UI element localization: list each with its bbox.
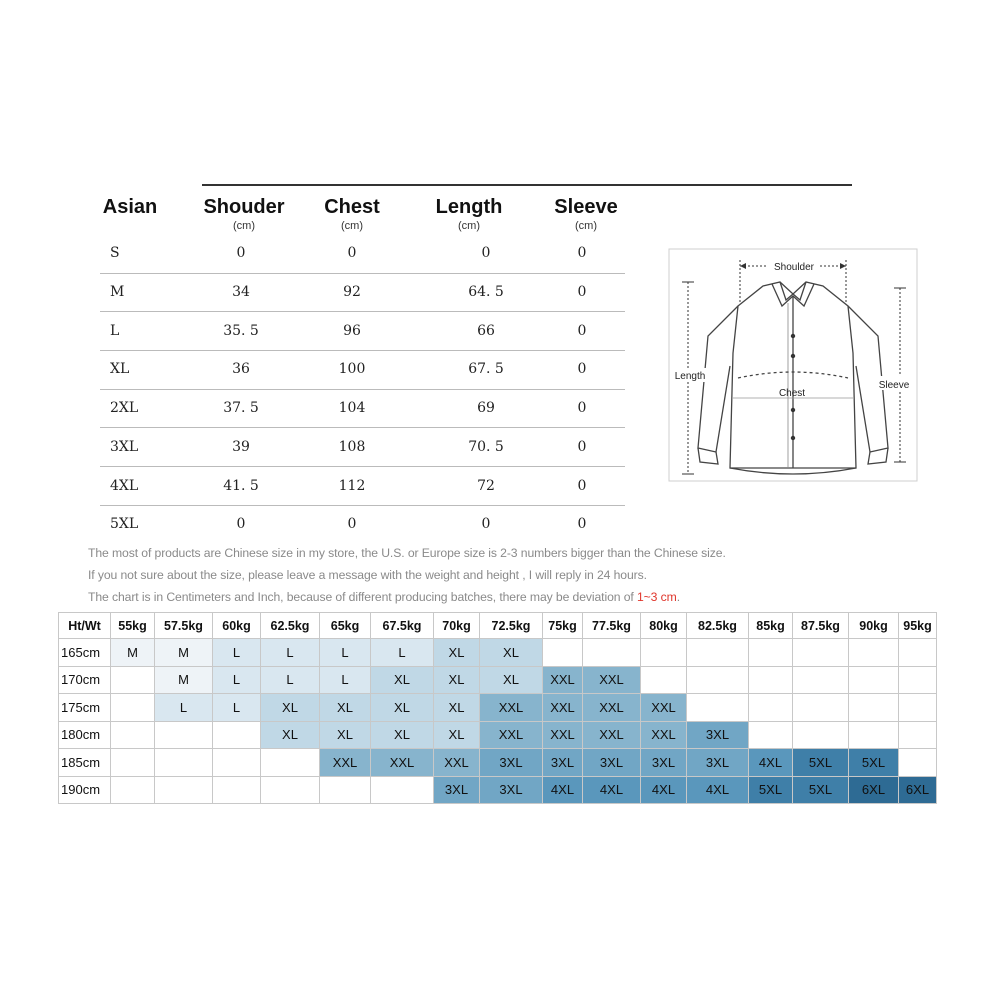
size-cell-shoulder: 34 — [232, 284, 250, 301]
size-recommendation-cell — [749, 666, 793, 694]
size-cell-sleeve: 0 — [577, 245, 587, 262]
size-recommendation-cell — [155, 749, 213, 777]
size-recommendation-cell: 3XL — [434, 776, 480, 804]
size-row — [100, 311, 625, 351]
size-row — [100, 350, 625, 390]
diagram-label-shoulder: Shoulder — [773, 262, 815, 273]
size-recommendation-cell: XL — [434, 639, 480, 667]
grid-row — [59, 749, 937, 777]
size-row — [100, 389, 625, 429]
size-recommendation-cell — [687, 694, 749, 722]
weight-header: 80kg — [641, 613, 687, 639]
size-recommendation-cell: 3XL — [687, 749, 749, 777]
size-recommendation-cell — [687, 639, 749, 667]
size-recommendation-cell: XL — [371, 694, 434, 722]
header-shoulder-title: Shouder — [203, 196, 285, 218]
size-cell-sleeve: 0 — [577, 284, 587, 301]
size-recommendation-cell: XXL — [434, 749, 480, 777]
weight-header: 72.5kg — [480, 613, 543, 639]
size-recommendation-cell — [849, 666, 899, 694]
grid-corner-label: Ht/Wt — [59, 613, 111, 639]
weight-header: 65kg — [320, 613, 371, 639]
size-recommendation-cell: L — [155, 694, 213, 722]
size-recommendation-cell: 5XL — [793, 776, 849, 804]
note-line-2: If you not sure about the size, please leave a message with the weight and height , I will reply in 24 hours. — [88, 568, 647, 582]
size-recommendation-cell: 5XL — [793, 749, 849, 777]
size-recommendation-cell — [111, 666, 155, 694]
size-recommendation-cell: XL — [320, 694, 371, 722]
size-recommendation-cell: 3XL — [543, 749, 583, 777]
size-cell-length: 0 — [481, 516, 491, 533]
size-recommendation-cell — [793, 639, 849, 667]
size-notes — [88, 542, 968, 608]
size-cell-sleeve: 0 — [577, 477, 587, 494]
size-recommendation-cell: L — [213, 639, 261, 667]
size-cell-chest: 0 — [347, 516, 357, 533]
weight-header: 85kg — [749, 613, 793, 639]
weight-header: 62.5kg — [261, 613, 320, 639]
size-recommendation-cell — [261, 776, 320, 804]
header-asian-title: Asian — [102, 196, 158, 218]
size-recommendation-cell — [849, 639, 899, 667]
size-recommendation-cell: L — [320, 666, 371, 694]
size-cell-length: 64. 5 — [468, 284, 504, 301]
header-length-unit: (cm) — [458, 220, 480, 232]
weight-header: 70kg — [434, 613, 480, 639]
size-cell-sleeve: 0 — [577, 438, 587, 455]
size-recommendation-cell: 3XL — [480, 749, 543, 777]
size-recommendation-cell: XXL — [641, 721, 687, 749]
size-recommendation-cell: XL — [434, 694, 480, 722]
size-recommendation-cell: 4XL — [687, 776, 749, 804]
height-label: 180cm — [59, 721, 111, 749]
header-chest-unit: (cm) — [341, 220, 363, 232]
grid-row — [59, 694, 937, 722]
size-recommendation-cell: XXL — [543, 694, 583, 722]
size-cell-length: 0 — [481, 245, 491, 262]
shirt-measurement-diagram — [668, 248, 918, 488]
size-recommendation-cell: 3XL — [583, 749, 641, 777]
diagram-label-sleeve: Sleeve — [878, 380, 910, 391]
size-recommendation-cell — [111, 721, 155, 749]
size-recommendation-cell — [687, 666, 749, 694]
weight-header: 90kg — [849, 613, 899, 639]
size-recommendation-cell: 5XL — [749, 776, 793, 804]
size-cell-length: 69 — [477, 400, 495, 417]
deviation-highlight: 1~3 cm — [636, 590, 677, 604]
size-recommendation-cell: M — [111, 639, 155, 667]
size-recommendation-cell: M — [155, 666, 213, 694]
header-sleeve-title: Sleeve — [554, 196, 618, 218]
size-recommendation-cell — [849, 694, 899, 722]
size-cell-size: S — [110, 245, 120, 262]
size-cell-size: 2XL — [110, 400, 139, 417]
size-recommendation-cell — [793, 694, 849, 722]
size-cell-chest: 108 — [338, 438, 366, 455]
weight-header: 95kg — [899, 613, 937, 639]
size-recommendation-cell — [899, 749, 937, 777]
size-row — [100, 273, 625, 313]
size-recommendation-cell: L — [371, 639, 434, 667]
shirt-sketch-icon — [668, 248, 918, 488]
grid-header-row — [59, 613, 937, 639]
note-line-3-end: . — [676, 590, 680, 604]
size-recommendation-cell — [899, 694, 937, 722]
size-cell-shoulder: 39 — [232, 438, 250, 455]
size-cell-size: XL — [110, 361, 130, 378]
size-cell-size: 5XL — [110, 516, 139, 533]
size-recommendation-cell: 4XL — [583, 776, 641, 804]
weight-header: 67.5kg — [371, 613, 434, 639]
grid-row — [59, 639, 937, 667]
size-cell-size: L — [110, 322, 120, 339]
size-recommendation-cell: XL — [261, 721, 320, 749]
size-recommendation-cell: XL — [434, 666, 480, 694]
size-recommendation-cell: XXL — [641, 694, 687, 722]
size-recommendation-cell: XL — [261, 694, 320, 722]
size-recommendation-cell: XXL — [583, 666, 641, 694]
size-recommendation-cell: 4XL — [543, 776, 583, 804]
size-recommendation-cell: XL — [480, 639, 543, 667]
size-cell-shoulder: 0 — [236, 245, 246, 262]
size-cell-size: M — [110, 284, 125, 301]
size-recommendation-cell — [899, 721, 937, 749]
size-recommendation-cell — [213, 749, 261, 777]
size-recommendation-cell — [543, 639, 583, 667]
size-recommendation-cell: XL — [371, 721, 434, 749]
size-row — [100, 466, 625, 506]
weight-header: 75kg — [543, 613, 583, 639]
header-shoulder-unit: (cm) — [233, 220, 255, 232]
weight-header: 60kg — [213, 613, 261, 639]
grid-row — [59, 666, 937, 694]
size-cell-sleeve: 0 — [577, 322, 587, 339]
size-recommendation-cell — [749, 639, 793, 667]
size-cell-length: 66 — [477, 322, 495, 339]
size-cell-shoulder: 41. 5 — [223, 477, 259, 494]
size-cell-sleeve: 0 — [577, 516, 587, 533]
size-recommendation-cell — [793, 666, 849, 694]
height-weight-size-grid — [58, 612, 937, 804]
size-recommendation-cell: 6XL — [849, 776, 899, 804]
size-cell-sleeve: 0 — [577, 361, 587, 378]
size-cell-size: 3XL — [110, 438, 139, 455]
diagram-label-chest: Chest — [778, 388, 806, 399]
size-recommendation-cell: 4XL — [641, 776, 687, 804]
size-recommendation-cell: L — [320, 639, 371, 667]
size-recommendation-cell: XXL — [583, 694, 641, 722]
height-label: 170cm — [59, 666, 111, 694]
size-recommendation-cell — [111, 749, 155, 777]
size-recommendation-cell: L — [261, 639, 320, 667]
size-recommendation-cell — [793, 721, 849, 749]
diagram-label-length: Length — [674, 371, 706, 382]
size-recommendation-cell — [111, 694, 155, 722]
size-cell-shoulder: 37. 5 — [223, 400, 259, 417]
size-recommendation-cell — [320, 776, 371, 804]
size-cell-sleeve: 0 — [577, 400, 587, 417]
size-row — [100, 234, 625, 274]
size-cell-chest: 92 — [343, 284, 361, 301]
size-recommendation-cell: XL — [320, 721, 371, 749]
grid-row — [59, 721, 937, 749]
size-recommendation-cell: XXL — [320, 749, 371, 777]
size-row — [100, 505, 625, 544]
size-recommendation-cell: 3XL — [687, 721, 749, 749]
size-recommendation-cell: XL — [480, 666, 543, 694]
size-recommendation-cell — [749, 694, 793, 722]
size-recommendation-cell: XL — [434, 721, 480, 749]
size-recommendation-cell: 3XL — [480, 776, 543, 804]
note-line-3-text: The chart is in Centimeters and Inch, because of different producing batches, there may be deviation of — [88, 590, 637, 604]
size-recommendation-cell: L — [213, 666, 261, 694]
size-recommendation-cell — [155, 721, 213, 749]
note-line-3 — [88, 586, 968, 608]
size-cell-length: 67. 5 — [468, 361, 504, 378]
header-sleeve-unit: (cm) — [575, 220, 597, 232]
size-recommendation-cell — [749, 721, 793, 749]
header-length-title: Length — [435, 196, 503, 218]
size-cell-length: 70. 5 — [468, 438, 504, 455]
size-recommendation-cell: L — [261, 666, 320, 694]
size-recommendation-cell: XL — [371, 666, 434, 694]
size-recommendation-cell — [213, 721, 261, 749]
weight-header: 82.5kg — [687, 613, 749, 639]
weight-header: 87.5kg — [793, 613, 849, 639]
size-cell-shoulder: 36 — [232, 361, 250, 378]
size-recommendation-cell: 6XL — [899, 776, 937, 804]
size-row — [100, 428, 625, 468]
size-recommendation-cell: 4XL — [749, 749, 793, 777]
size-recommendation-cell — [261, 749, 320, 777]
top-divider — [202, 184, 852, 186]
size-recommendation-cell: XXL — [583, 721, 641, 749]
size-recommendation-cell — [641, 666, 687, 694]
note-line-1: The most of products are Chinese size in my store, the U.S. or Europe size is 2-3 numbers bigger than the Chinese size. — [88, 546, 726, 560]
size-recommendation-cell — [111, 776, 155, 804]
weight-header: 55kg — [111, 613, 155, 639]
height-label: 190cm — [59, 776, 111, 804]
size-recommendation-cell — [155, 776, 213, 804]
size-recommendation-cell — [583, 639, 641, 667]
size-cell-length: 72 — [477, 477, 495, 494]
size-cell-shoulder: 0 — [236, 516, 246, 533]
header-chest-title: Chest — [324, 196, 380, 218]
height-label: 185cm — [59, 749, 111, 777]
size-recommendation-cell: XXL — [543, 666, 583, 694]
size-cell-chest: 0 — [347, 245, 357, 262]
size-recommendation-cell — [371, 776, 434, 804]
size-recommendation-cell — [641, 639, 687, 667]
size-recommendation-cell — [899, 639, 937, 667]
weight-header: 77.5kg — [583, 613, 641, 639]
size-recommendation-cell: M — [155, 639, 213, 667]
weight-header: 57.5kg — [155, 613, 213, 639]
size-recommendation-cell: L — [213, 694, 261, 722]
size-recommendation-cell: XXL — [480, 721, 543, 749]
height-label: 165cm — [59, 639, 111, 667]
size-recommendation-cell: 5XL — [849, 749, 899, 777]
size-recommendation-cell: XXL — [480, 694, 543, 722]
size-cell-chest: 100 — [338, 361, 366, 378]
size-recommendation-cell: 3XL — [641, 749, 687, 777]
size-cell-chest: 112 — [338, 477, 366, 494]
size-recommendation-cell — [213, 776, 261, 804]
size-recommendation-cell: XXL — [371, 749, 434, 777]
size-cell-size: 4XL — [110, 477, 139, 494]
grid-row — [59, 776, 937, 804]
size-recommendation-cell: XXL — [543, 721, 583, 749]
size-recommendation-cell — [849, 721, 899, 749]
size-recommendation-cell — [899, 666, 937, 694]
size-cell-shoulder: 35. 5 — [223, 322, 259, 339]
size-cell-chest: 104 — [338, 400, 366, 417]
size-cell-chest: 96 — [343, 322, 361, 339]
height-label: 175cm — [59, 694, 111, 722]
